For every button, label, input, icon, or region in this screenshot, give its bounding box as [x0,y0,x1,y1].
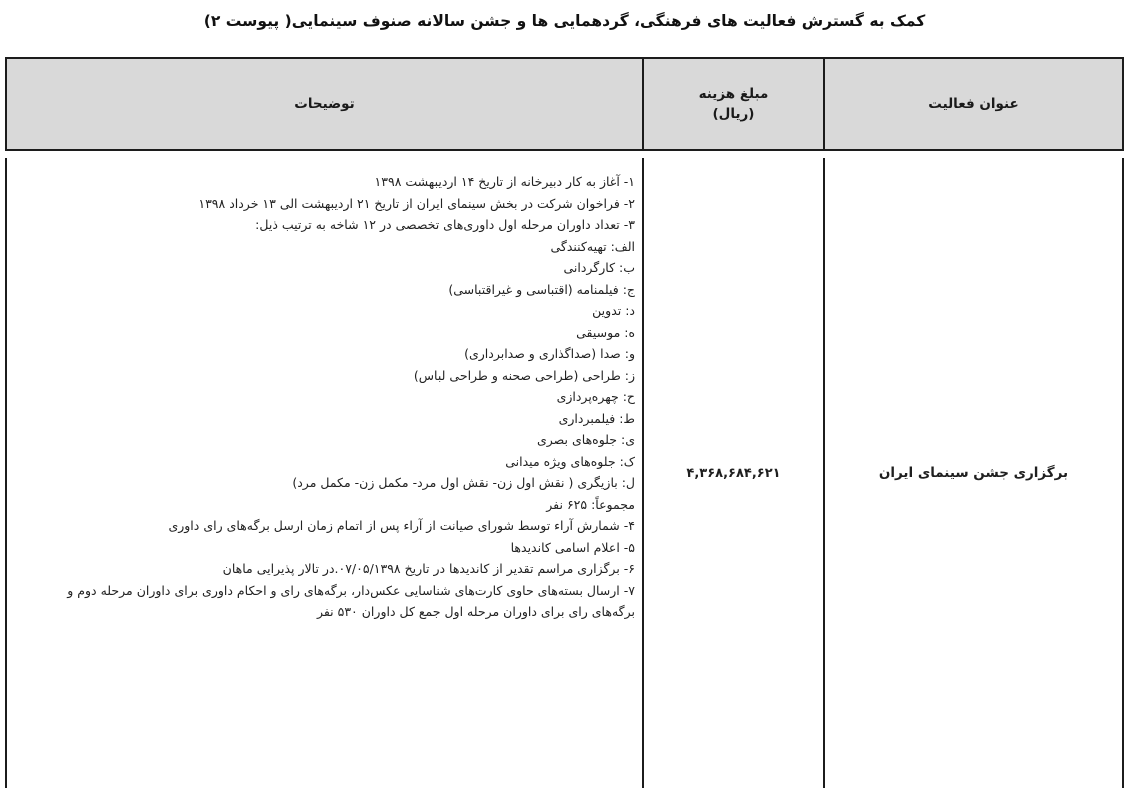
header-cost-amount [642,59,823,149]
cell-descriptions [7,158,642,788]
header-activity-title [823,59,1122,149]
note-line: ۴- شمارش آراء توسط شورای صیانت از آراء پس از اتمام زمان ارسل برگه‌های رای داوری [168,518,635,533]
activity-title-text: برگزاری جشن سینمای ایران [878,465,1069,481]
note-line: ۵- اعلام اسامی کاندیدها [510,539,635,555]
note-line: ۷- ارسال بسته‌های حاوی کارت‌های شناسایی عکس‌دار، برگه‌های رای و احکام داوری برای داوران مرحله دوم و برگه‌های رای برای داوران مرحله اول جمع کل داوران ۵۳۰ نفر [67,582,635,619]
budget-table [5,57,1124,788]
note-line: ج: فیلمنامه (اقتباسی و غیراقتباسی) [448,281,635,297]
note-line: مجموعاً: ۶۲۵ نفر [546,496,635,512]
note-line: ل: بازیگری ( نقش اول زن- نقش اول مرد- مکمل زن- مکمل مرد) [292,475,635,490]
note-line: ط: فیلمبرداری [558,410,635,426]
note-line: ۳- تعداد داوران مرحله اول داوری‌های تخصصی در ۱۲ شاخه به ترتیب ذیل: [255,217,635,232]
note-line: ۲- فراخوان شرکت در بخش سینمای ایران از تاریخ ۲۱ اردیبهشت الی ۱۳ خرداد ۱۳۹۸ [198,195,635,211]
note-line: ی: جلوه‌های بصری [537,432,635,447]
header-body-gap [5,151,1124,158]
header-descriptions [7,59,642,149]
note-line: ۶- برگزاری مراسم تقدیر از کاندیدها در تاریخ ۰۷/۰۵/۱۳۹۸.در تالار پذیرایی ماهان [222,561,635,576]
note-line: ب: کارگردانی [563,260,635,275]
note-line: الف: تهیه‌کنندگی [550,238,635,254]
note-line: و: صدا (صداگذاری و صدابرداری) [464,346,635,361]
header-cost-line2: (ریال) [712,106,755,122]
note-line: د: تدوین [592,303,635,318]
page-title: کمک به گسترش فعالیت های فرهنگی، گردهمایی ها و جشن سالانه صنوف سینمایی( پیوست ۲) [203,12,926,30]
note-line: ح: چهره‌پردازی [556,389,635,404]
cell-activity-title [823,158,1122,788]
table-header-row [5,57,1124,151]
header-cost-line1: مبلغ هزینه [698,86,769,102]
table-row [5,158,1124,788]
note-line: ک: جلوه‌های ویژه میدانی [505,453,635,469]
note-line: ۱- آغاز به کار دبیرخانه از تاریخ ۱۴ اردیبهشت ۱۳۹۸ [374,174,635,189]
header-activity-label: عنوان فعالیت [928,96,1019,112]
note-line: ز: طراحی (طراحی صحنه و طراحی لباس) [413,367,635,383]
header-descriptions-label: توضیحات [294,96,355,112]
cost-amount-value: ۴,۳۶۸,۶۸۴,۶۲۱ [686,465,781,481]
note-line: ه: موسیقی [576,324,635,340]
cell-cost-amount [642,158,823,788]
